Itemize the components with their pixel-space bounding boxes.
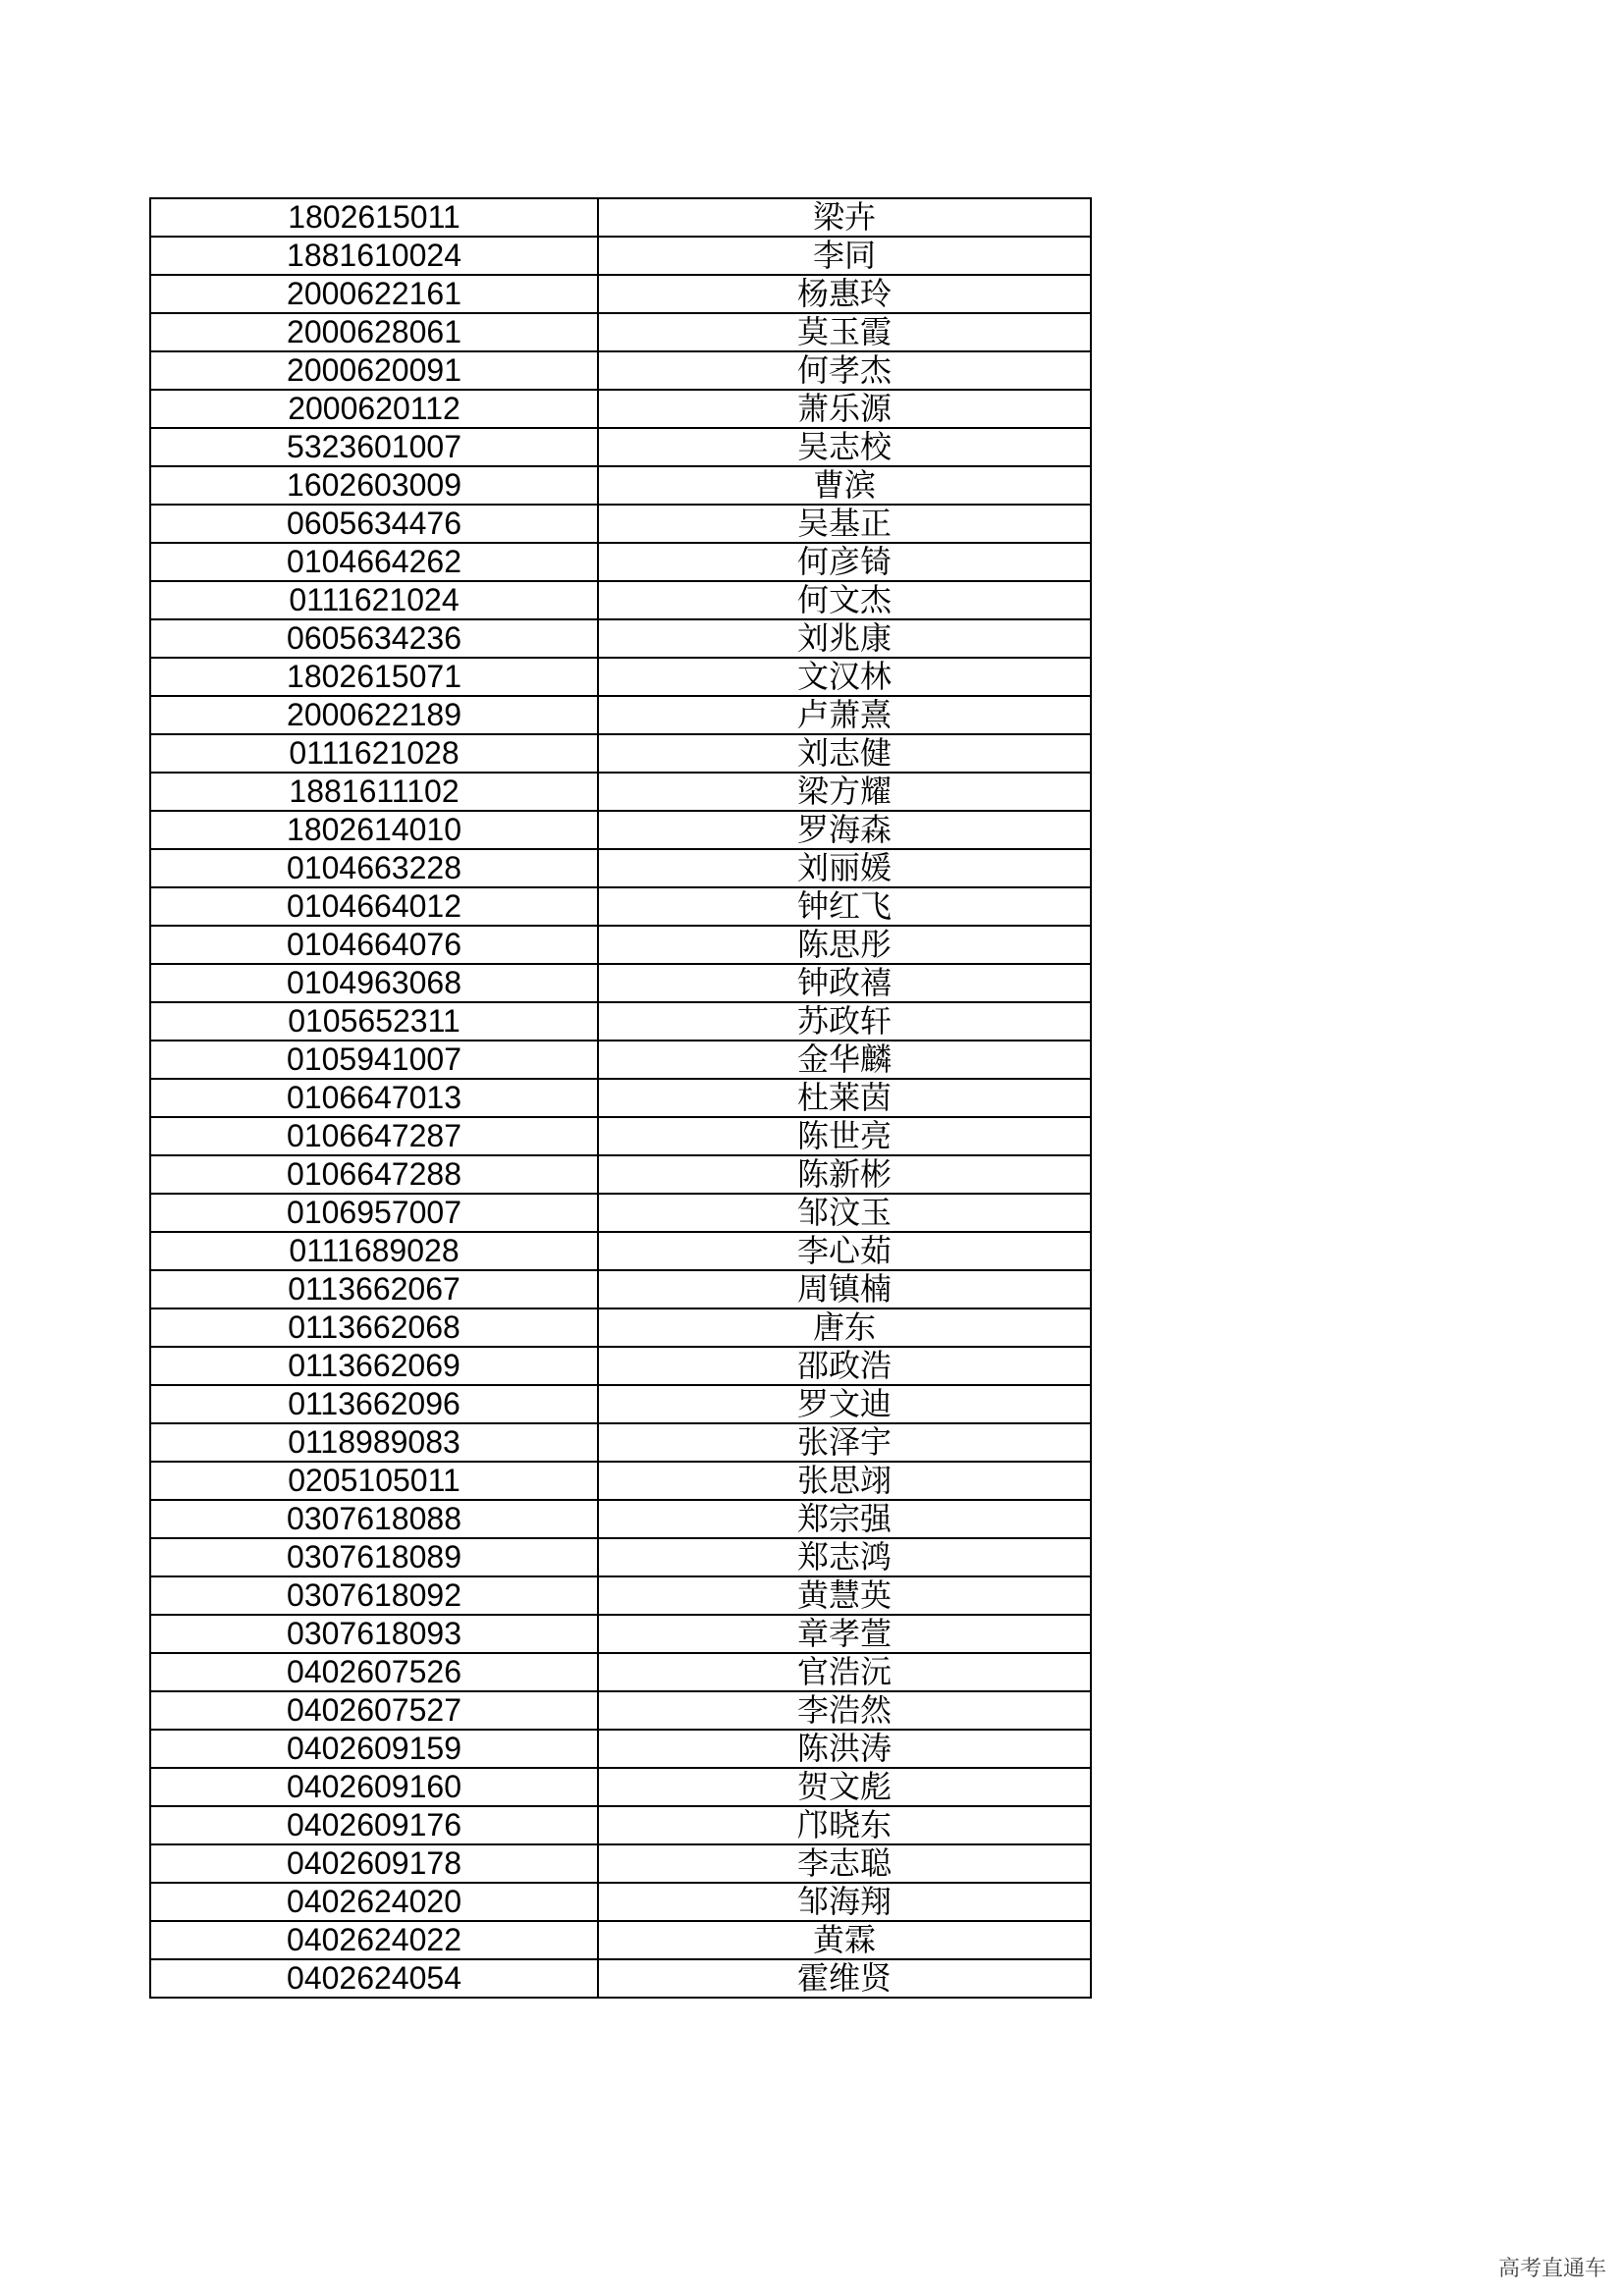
- table-row: [150, 1806, 1091, 1844]
- table-row: [150, 505, 1091, 543]
- roster-table: [149, 197, 1092, 1999]
- candidate-id-cell: 0402609176: [150, 1806, 598, 1844]
- candidate-name-cell: 萧乐源: [598, 390, 1091, 428]
- table-row: [150, 773, 1091, 811]
- candidate-id-cell: 2000622161: [150, 275, 598, 313]
- candidate-name-cell: 邵政浩: [598, 1347, 1091, 1385]
- table-row: [150, 619, 1091, 658]
- candidate-id-cell: 2000628061: [150, 313, 598, 351]
- candidate-id-cell: 1802615011: [150, 198, 598, 237]
- table-row: [150, 1883, 1091, 1921]
- candidate-id-cell: 0105941007: [150, 1041, 598, 1079]
- candidate-id-cell: 1802615071: [150, 658, 598, 696]
- table-row: [150, 1423, 1091, 1462]
- candidate-name-cell: 李志聪: [598, 1844, 1091, 1883]
- candidate-name-cell: 唐东: [598, 1308, 1091, 1347]
- candidate-name-cell: 罗文迪: [598, 1385, 1091, 1423]
- table-row: [150, 1041, 1091, 1079]
- candidate-name-cell: 梁卉: [598, 198, 1091, 237]
- table-row: [150, 351, 1091, 390]
- candidate-id-cell: 0402609178: [150, 1844, 598, 1883]
- table-row: [150, 1500, 1091, 1538]
- candidate-name-cell: 张泽宇: [598, 1423, 1091, 1462]
- table-row: [150, 964, 1091, 1002]
- candidate-id-cell: 0104963068: [150, 964, 598, 1002]
- candidate-id-cell: 0111621028: [150, 734, 598, 773]
- candidate-name-cell: 刘丽媛: [598, 849, 1091, 887]
- table-row: [150, 1576, 1091, 1615]
- candidate-name-cell: 邹汶玉: [598, 1194, 1091, 1232]
- candidate-id-cell: 0105652311: [150, 1002, 598, 1041]
- table-row: [150, 313, 1091, 351]
- candidate-id-cell: 0106957007: [150, 1194, 598, 1232]
- candidate-name-cell: 黄慧英: [598, 1576, 1091, 1615]
- table-row: [150, 1538, 1091, 1576]
- candidate-name-cell: 张思翊: [598, 1462, 1091, 1500]
- candidate-id-cell: 0402609160: [150, 1768, 598, 1806]
- roster-body: [150, 198, 1091, 1998]
- candidate-name-cell: 吴志校: [598, 428, 1091, 466]
- candidate-id-cell: 1881610024: [150, 237, 598, 275]
- candidate-name-cell: 钟红飞: [598, 887, 1091, 926]
- candidate-name-cell: 章孝萱: [598, 1615, 1091, 1653]
- candidate-name-cell: 罗海森: [598, 811, 1091, 849]
- candidate-id-cell: 0205105011: [150, 1462, 598, 1500]
- table-row: [150, 926, 1091, 964]
- table-row: [150, 1615, 1091, 1653]
- table-row: [150, 198, 1091, 237]
- candidate-id-cell: 1881611102: [150, 773, 598, 811]
- candidate-name-cell: 官浩沅: [598, 1653, 1091, 1691]
- table-row: [150, 1385, 1091, 1423]
- table-row: [150, 1730, 1091, 1768]
- candidate-name-cell: 苏政轩: [598, 1002, 1091, 1041]
- candidate-name-cell: 郑宗强: [598, 1500, 1091, 1538]
- table-row: [150, 390, 1091, 428]
- table-row: [150, 1691, 1091, 1730]
- candidate-id-cell: 1802614010: [150, 811, 598, 849]
- table-row: [150, 1232, 1091, 1270]
- table-row: [150, 1844, 1091, 1883]
- table-row: [150, 1462, 1091, 1500]
- candidate-id-cell: 0402607526: [150, 1653, 598, 1691]
- table-row: [150, 1347, 1091, 1385]
- table-row: [150, 734, 1091, 773]
- candidate-id-cell: 2000620112: [150, 390, 598, 428]
- table-row: [150, 1079, 1091, 1117]
- table-row: [150, 1653, 1091, 1691]
- table-row: [150, 1308, 1091, 1347]
- table-row: [150, 466, 1091, 505]
- candidate-name-cell: 何文杰: [598, 581, 1091, 619]
- table-row: [150, 811, 1091, 849]
- candidate-name-cell: 周镇楠: [598, 1270, 1091, 1308]
- candidate-name-cell: 陈洪涛: [598, 1730, 1091, 1768]
- candidate-name-cell: 贺文彪: [598, 1768, 1091, 1806]
- candidate-id-cell: 0307618093: [150, 1615, 598, 1653]
- candidate-name-cell: 郑志鸿: [598, 1538, 1091, 1576]
- candidate-id-cell: 0111689028: [150, 1232, 598, 1270]
- candidate-id-cell: 0307618088: [150, 1500, 598, 1538]
- table-row: [150, 658, 1091, 696]
- candidate-id-cell: 0104664076: [150, 926, 598, 964]
- candidate-id-cell: 0106647013: [150, 1079, 598, 1117]
- candidate-id-cell: 0104664012: [150, 887, 598, 926]
- candidate-id-cell: 0307618089: [150, 1538, 598, 1576]
- candidate-id-cell: 0106647288: [150, 1155, 598, 1194]
- candidate-name-cell: 曹滨: [598, 466, 1091, 505]
- candidate-id-cell: 0605634476: [150, 505, 598, 543]
- table-row: [150, 1002, 1091, 1041]
- candidate-id-cell: 0104663228: [150, 849, 598, 887]
- table-row: [150, 1155, 1091, 1194]
- candidate-id-cell: 0104664262: [150, 543, 598, 581]
- table-row: [150, 1921, 1091, 1959]
- candidate-name-cell: 刘兆康: [598, 619, 1091, 658]
- candidate-id-cell: 2000620091: [150, 351, 598, 390]
- candidate-name-cell: 钟政禧: [598, 964, 1091, 1002]
- table-row: [150, 1768, 1091, 1806]
- candidate-id-cell: 0111621024: [150, 581, 598, 619]
- candidate-name-cell: 李同: [598, 237, 1091, 275]
- table-row: [150, 1959, 1091, 1998]
- candidate-id-cell: 0113662069: [150, 1347, 598, 1385]
- table-row: [150, 696, 1091, 734]
- table-row: [150, 237, 1091, 275]
- candidate-name-cell: 梁方耀: [598, 773, 1091, 811]
- table-row: [150, 581, 1091, 619]
- candidate-name-cell: 何彦锜: [598, 543, 1091, 581]
- candidate-id-cell: 0113662067: [150, 1270, 598, 1308]
- candidate-name-cell: 李浩然: [598, 1691, 1091, 1730]
- candidate-name-cell: 霍维贤: [598, 1959, 1091, 1998]
- candidate-name-cell: 金华麟: [598, 1041, 1091, 1079]
- candidate-id-cell: 0402607527: [150, 1691, 598, 1730]
- candidate-name-cell: 陈新彬: [598, 1155, 1091, 1194]
- candidate-id-cell: 0106647287: [150, 1117, 598, 1155]
- table-row: [150, 1117, 1091, 1155]
- table-row: [150, 1270, 1091, 1308]
- candidate-name-cell: 陈思彤: [598, 926, 1091, 964]
- candidate-name-cell: 何孝杰: [598, 351, 1091, 390]
- candidate-name-cell: 黄霖: [598, 1921, 1091, 1959]
- candidate-id-cell: 0113662068: [150, 1308, 598, 1347]
- candidate-name-cell: 刘志健: [598, 734, 1091, 773]
- table-row: [150, 275, 1091, 313]
- candidate-id-cell: 0118989083: [150, 1423, 598, 1462]
- candidate-name-cell: 卢萧熹: [598, 696, 1091, 734]
- candidate-id-cell: 1602603009: [150, 466, 598, 505]
- candidate-name-cell: 杜莱茵: [598, 1079, 1091, 1117]
- candidate-name-cell: 李心茹: [598, 1232, 1091, 1270]
- candidate-name-cell: 杨惠玲: [598, 275, 1091, 313]
- table-row: [150, 428, 1091, 466]
- candidate-id-cell: 5323601007: [150, 428, 598, 466]
- candidate-id-cell: 2000622189: [150, 696, 598, 734]
- table-row: [150, 887, 1091, 926]
- candidate-id-cell: 0402624022: [150, 1921, 598, 1959]
- candidate-name-cell: 莫玉霞: [598, 313, 1091, 351]
- candidate-id-cell: 0402624020: [150, 1883, 598, 1921]
- candidate-id-cell: 0307618092: [150, 1576, 598, 1615]
- candidate-name-cell: 陈世亮: [598, 1117, 1091, 1155]
- table-row: [150, 849, 1091, 887]
- candidate-name-cell: 邹海翔: [598, 1883, 1091, 1921]
- candidate-name-cell: 邝晓东: [598, 1806, 1091, 1844]
- candidate-id-cell: 0402624054: [150, 1959, 598, 1998]
- candidate-name-cell: 吴基正: [598, 505, 1091, 543]
- table-row: [150, 1194, 1091, 1232]
- candidate-id-cell: 0402609159: [150, 1730, 598, 1768]
- table-row: [150, 543, 1091, 581]
- watermark-text: 高考直通车: [1497, 2257, 1606, 2281]
- candidate-id-cell: 0605634236: [150, 619, 598, 658]
- candidate-name-cell: 文汉林: [598, 658, 1091, 696]
- candidate-id-cell: 0113662096: [150, 1385, 598, 1423]
